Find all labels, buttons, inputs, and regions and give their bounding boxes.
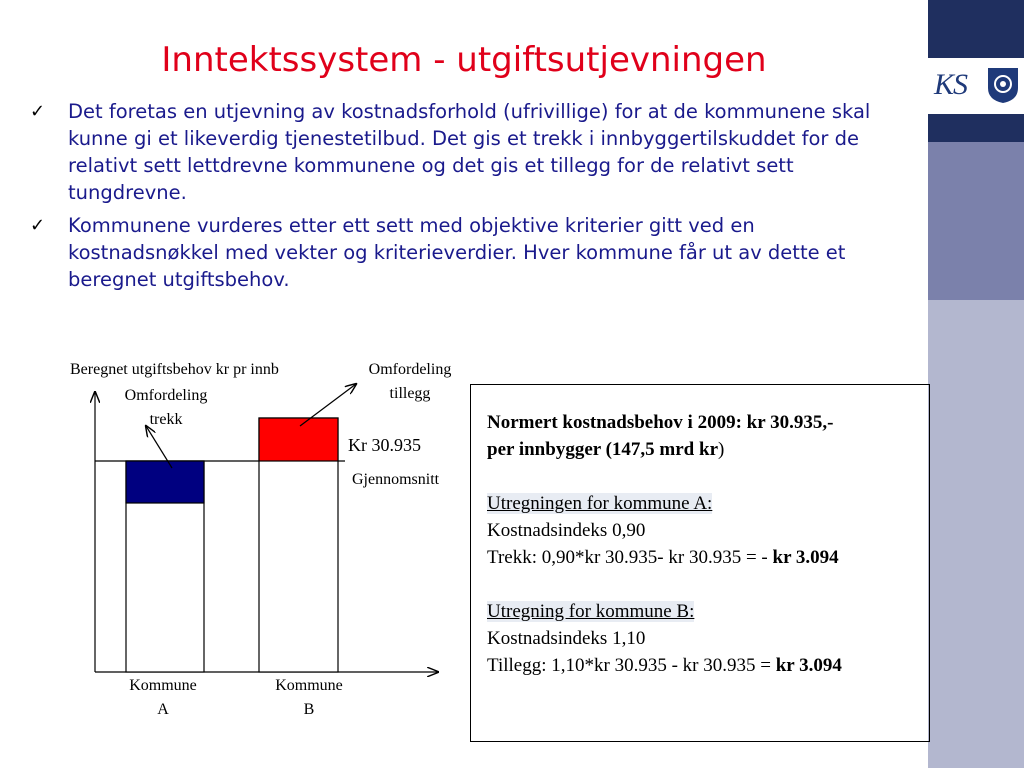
checkmark-icon: ✓: [30, 101, 46, 122]
bullet-text: Kommunene vurderes etter ett sett med objektive kriterier gitt ved en kostnadsnøkkel med vekter og kriterieverdier. Hver kommune får ut av dette et beregnet utgiftsbehov.: [68, 214, 846, 291]
tillegg-label-line1: Omfordeling: [368, 361, 452, 378]
checkmark-icon: ✓: [30, 215, 46, 236]
average-value: Kr 30.935: [348, 435, 421, 455]
kommune-a-result: kr 3.094: [772, 547, 839, 568]
kommune-a-label-line1: Kommune: [129, 677, 197, 694]
shield-icon: [986, 66, 1020, 104]
kommune-a-calc-text: Trekk: 0,90*kr 30.935- kr 30.935 = -: [487, 547, 773, 568]
kommune-b-heading: Utregning for kommune B:: [487, 601, 695, 622]
kommune-b-result: kr 3.094: [775, 655, 842, 676]
sidebar-band-mid: [928, 142, 1024, 300]
sidebar-band-light: [928, 300, 1024, 768]
kommune-a-label-line2: A: [157, 701, 169, 718]
bullet-item: [30, 212, 910, 293]
average-label: Gjennomsnitt: [352, 471, 440, 488]
kommune-b-label-line1: Kommune: [275, 677, 343, 694]
per-innbygger-rest: ): [718, 439, 725, 460]
redistribution-diagram: [0, 340, 470, 730]
kommune-a-heading: Utregningen for kommune A:: [487, 493, 713, 514]
normert-line: Normert kostnadsbehov i 2009: kr 30.935,-: [487, 412, 834, 433]
kommune-b-tillegg-segment: [259, 418, 338, 461]
bullet-text: Det foretas en utjevning av kostnadsforhold (ufrivillige) for at de kommunene skal kunne gi et likeverdig tjenestetilbud. Det gis et trekk i innbyggertilskuddet for de relativt sett lettdrevne kommunene og det gis et tillegg for de relativt sett tungdrevne.: [68, 100, 871, 204]
ks-logo: [928, 58, 1024, 114]
ks-logo-text: KS: [934, 68, 968, 101]
trekk-label-line2: trekk: [149, 411, 183, 428]
sidebar-band-navy-2: [928, 114, 1024, 142]
calculation-box: [470, 384, 930, 742]
per-innbygger-bold: per innbygger (147,5 mrd kr: [487, 439, 718, 460]
page-title: Inntektssystem - utgiftsutjevningen: [161, 40, 767, 80]
kommune-a-trekk-segment: [126, 461, 204, 503]
kommune-b-label-line2: B: [303, 701, 315, 718]
bullet-list: [30, 98, 910, 299]
tillegg-label-line2: tillegg: [389, 385, 431, 402]
kommune-a-calc: [487, 544, 913, 571]
per-innbygger-line: [487, 436, 913, 463]
kommune-b-index: Kostnadsindeks 1,10: [487, 628, 646, 649]
kommune-b-calc-text: Tillegg: 1,10*kr 30.935 - kr 30.935 =: [487, 655, 776, 676]
trekk-label-line1: Omfordeling: [124, 387, 208, 404]
kommune-a-index: Kostnadsindeks 0,90: [487, 520, 646, 541]
bullet-item: [30, 98, 910, 206]
axis-label: Beregnet utgiftsbehov kr pr innb: [70, 361, 279, 378]
sidebar-band-navy: [928, 0, 1024, 58]
kommune-b-calc: [487, 652, 913, 679]
sidebar-decoration: [928, 0, 1024, 768]
